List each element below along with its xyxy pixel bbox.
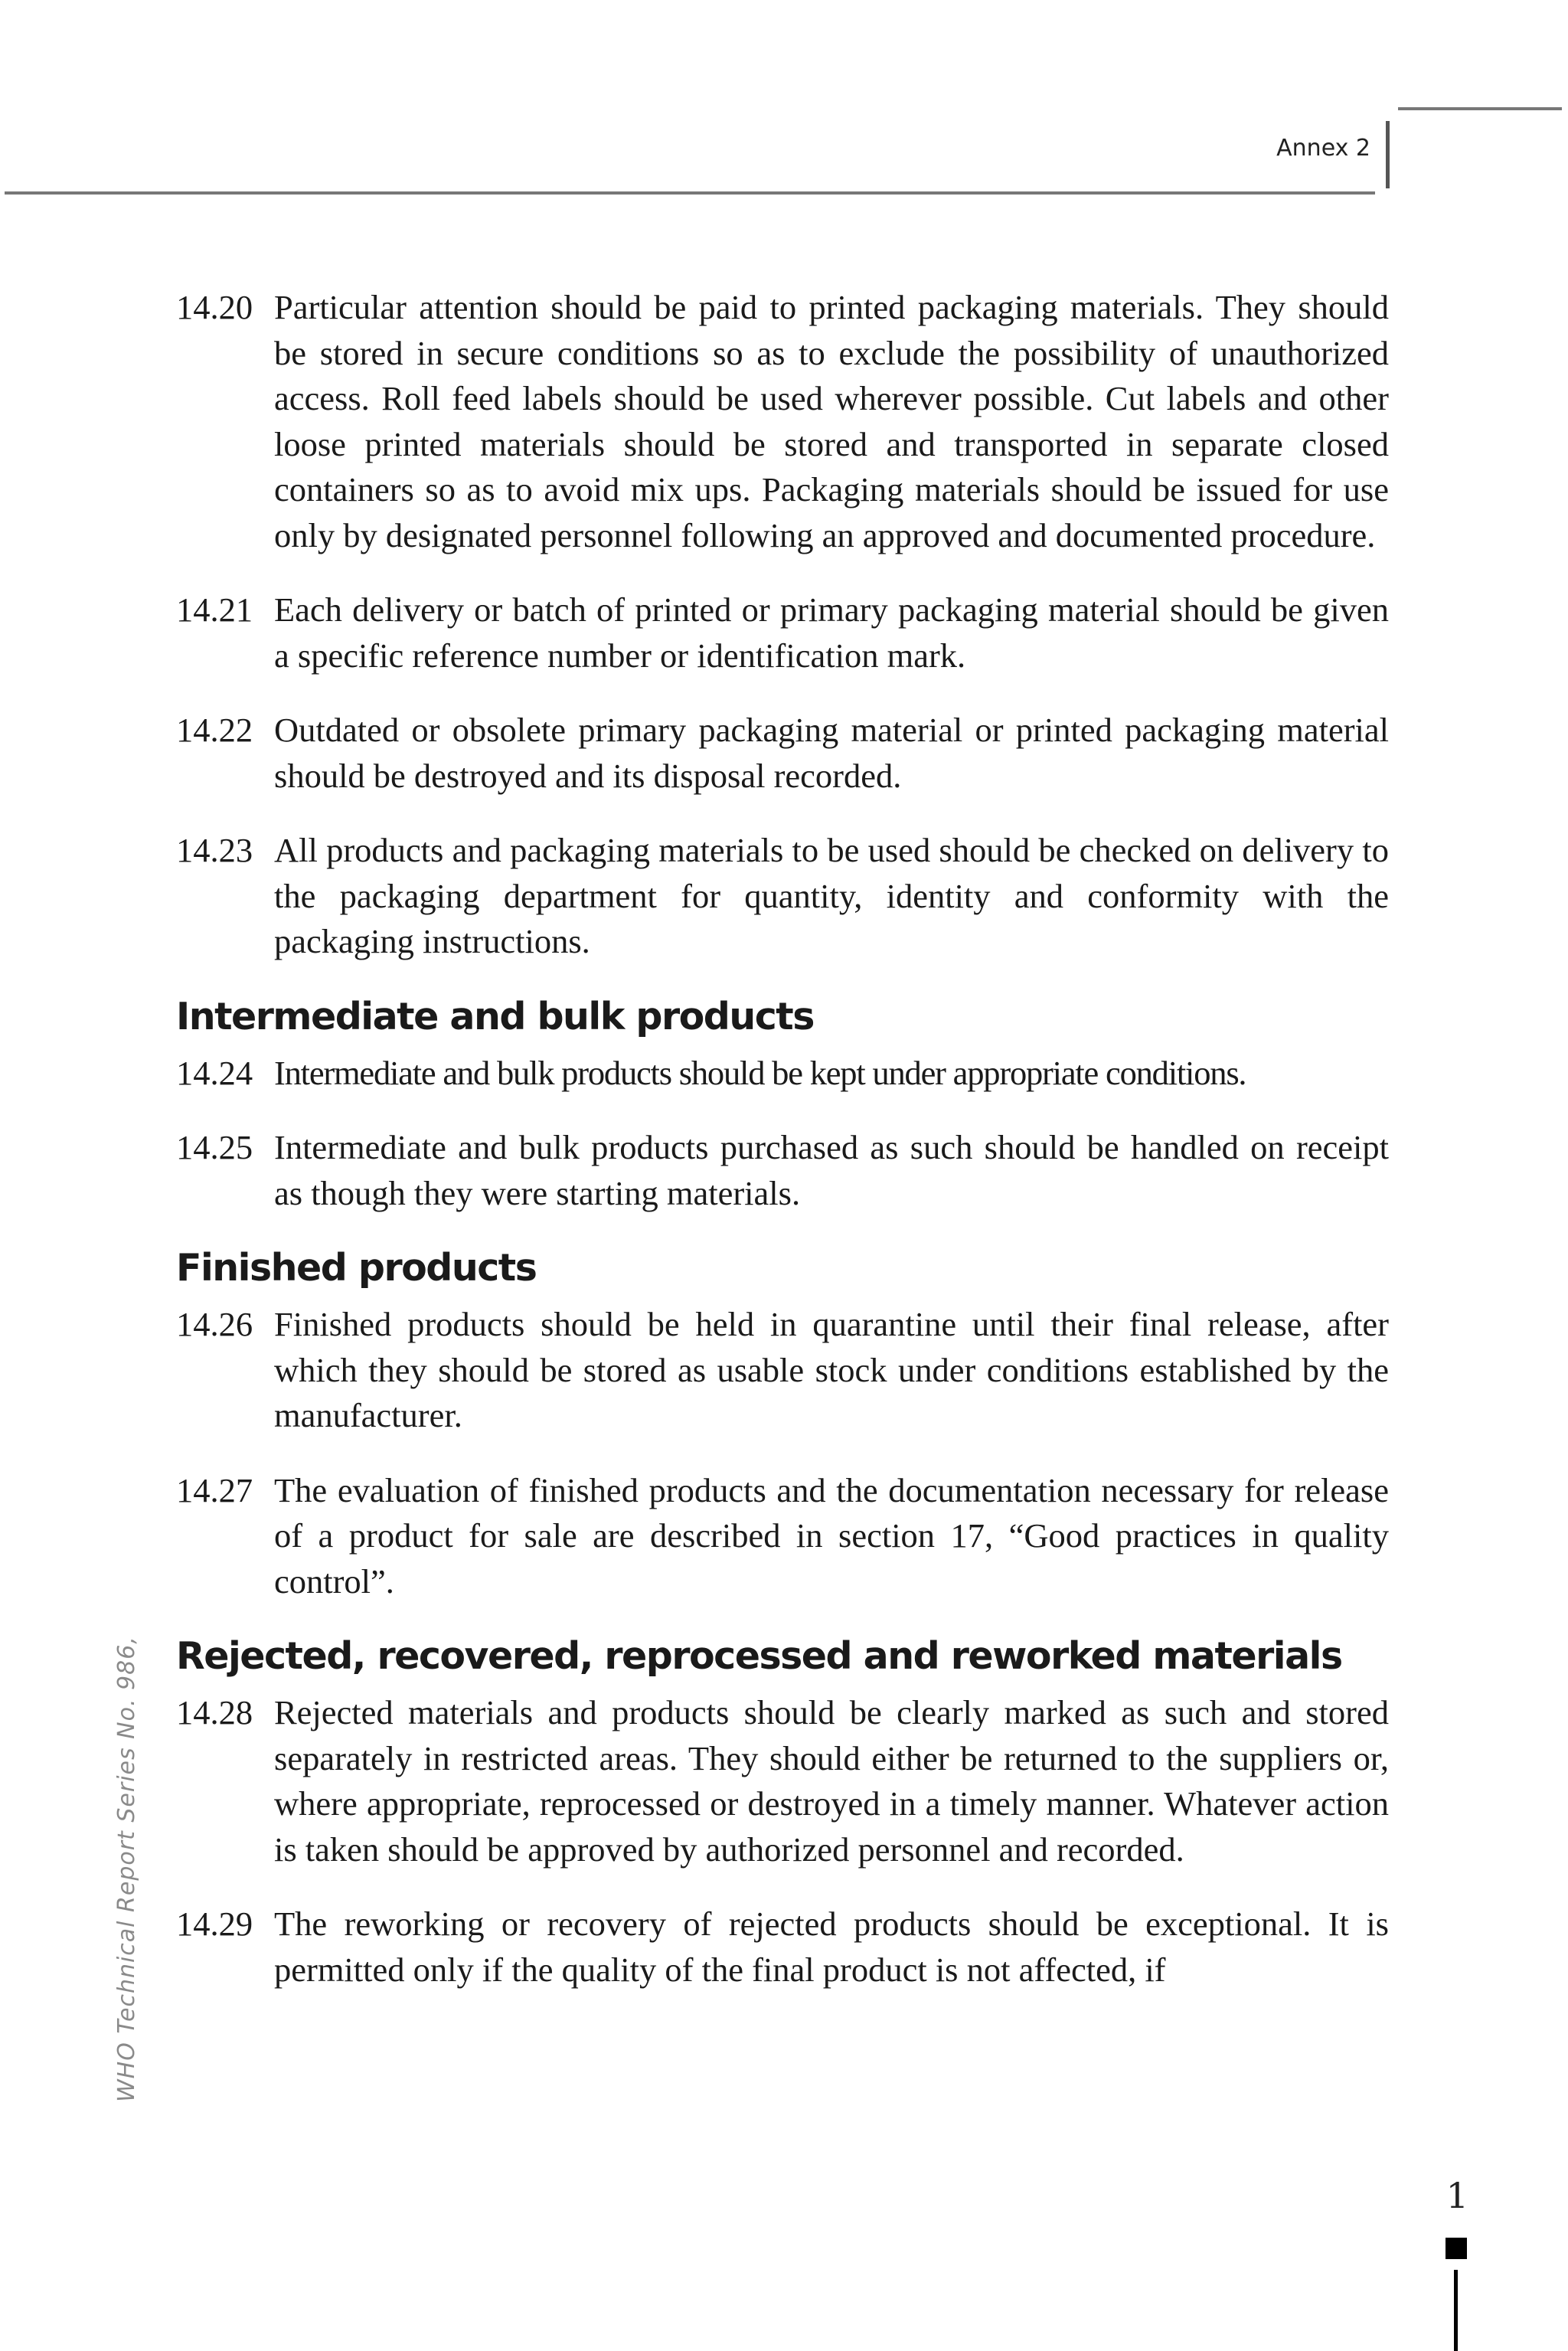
- header-corner-rule: [1398, 107, 1562, 110]
- paragraph-14-24: [176, 1051, 1389, 1097]
- header-vertical-rule: [1386, 121, 1390, 188]
- section-heading-rejected-materials: Rejected, recovered, reprocessed and reworked materials: [176, 1634, 1342, 1678]
- paragraph-text: Rejected materials and products should be clearly marked as such and stored separately in restricted areas. They should either be returned to the suppliers or, where appropriate, reprocessed or destroyed in a timely manner. Whatever action is taken should be approved by authorized personnel and recorded.: [274, 1693, 1389, 1869]
- paragraph-text: All products and packaging materials to be used should be checked on delivery to the packaging department for quantity, identity and conformity with the packaging instructions.: [274, 831, 1389, 960]
- paragraph-14-28: [176, 1690, 1389, 1872]
- paragraph-text: Particular attention should be paid to printed packaging materials. They should be stored in secure conditions so as to exclude the possibility of unauthorized access. Roll feed labels should be used wherever possible. Cut labels and other loose printed materials should be stored and transported in separate closed containers so as to avoid mix ups. Packaging materials should be issued for use only by designated personnel following an approved and documented procedure.: [274, 288, 1389, 554]
- paragraph-number: 14.25: [176, 1128, 253, 1166]
- paragraph-14-23: [176, 828, 1389, 965]
- paragraph-text: Outdated or obsolete primary packaging material or printed packaging material should be destroyed and its disposal recorded.: [274, 711, 1389, 795]
- paragraph-number: 14.26: [176, 1305, 253, 1343]
- paragraph-number: 14.22: [176, 711, 253, 749]
- paragraph-text: Each delivery or batch of printed or primary packaging material should be given a specific reference number or identification mark.: [274, 590, 1389, 675]
- paragraph-14-21: [176, 587, 1389, 678]
- paragraph-number: 14.27: [176, 1470, 253, 1509]
- section-heading-intermediate-bulk: Intermediate and bulk products: [176, 994, 814, 1038]
- paragraph-text: Intermediate and bulk products should be kept under appropriate conditions.: [274, 1053, 1246, 1092]
- section-heading-finished-products: Finished products: [176, 1246, 537, 1290]
- paragraph-number: 14.20: [176, 288, 253, 326]
- paragraph-number: 14.21: [176, 590, 253, 629]
- paragraph-number: 14.28: [176, 1693, 253, 1731]
- series-side-label: WHO Technical Report Series No. 986,: [113, 1636, 140, 2102]
- paragraph-number: 14.23: [176, 831, 253, 869]
- page-body: [176, 285, 1389, 2022]
- page-number: 1: [1446, 2175, 1468, 2216]
- paragraph-14-26: [176, 1302, 1389, 1439]
- footer-vertical-rule: [1454, 2270, 1458, 2351]
- paragraph-14-25: [176, 1125, 1389, 1216]
- header-rule: [5, 191, 1375, 195]
- paragraph-14-22: [176, 708, 1389, 799]
- paragraph-text: The evaluation of finished products and the documentation necessary for release of a product for sale are described in section 17, “Good practices in quality control”.: [274, 1470, 1389, 1601]
- paragraph-14-20: [176, 285, 1389, 558]
- footer-square-mark: [1446, 2238, 1467, 2259]
- paragraph-14-27: [176, 1468, 1389, 1605]
- paragraph-text: The reworking or recovery of rejected products should be exceptional. It is permitted only if the quality of the final product is not affected, if: [274, 1905, 1389, 1989]
- annex-label: Annex 2: [1276, 135, 1370, 162]
- paragraph-14-29: [176, 1901, 1389, 1993]
- paragraph-number: 14.24: [176, 1053, 253, 1092]
- paragraph-text: Intermediate and bulk products purchased as such should be handled on receipt as though they were starting materials.: [274, 1128, 1389, 1212]
- paragraph-text: Finished products should be held in quarantine until their final release, after which they should be stored as usable stock under conditions established by the manufacturer.: [274, 1305, 1389, 1434]
- paragraph-number: 14.29: [176, 1905, 253, 1943]
